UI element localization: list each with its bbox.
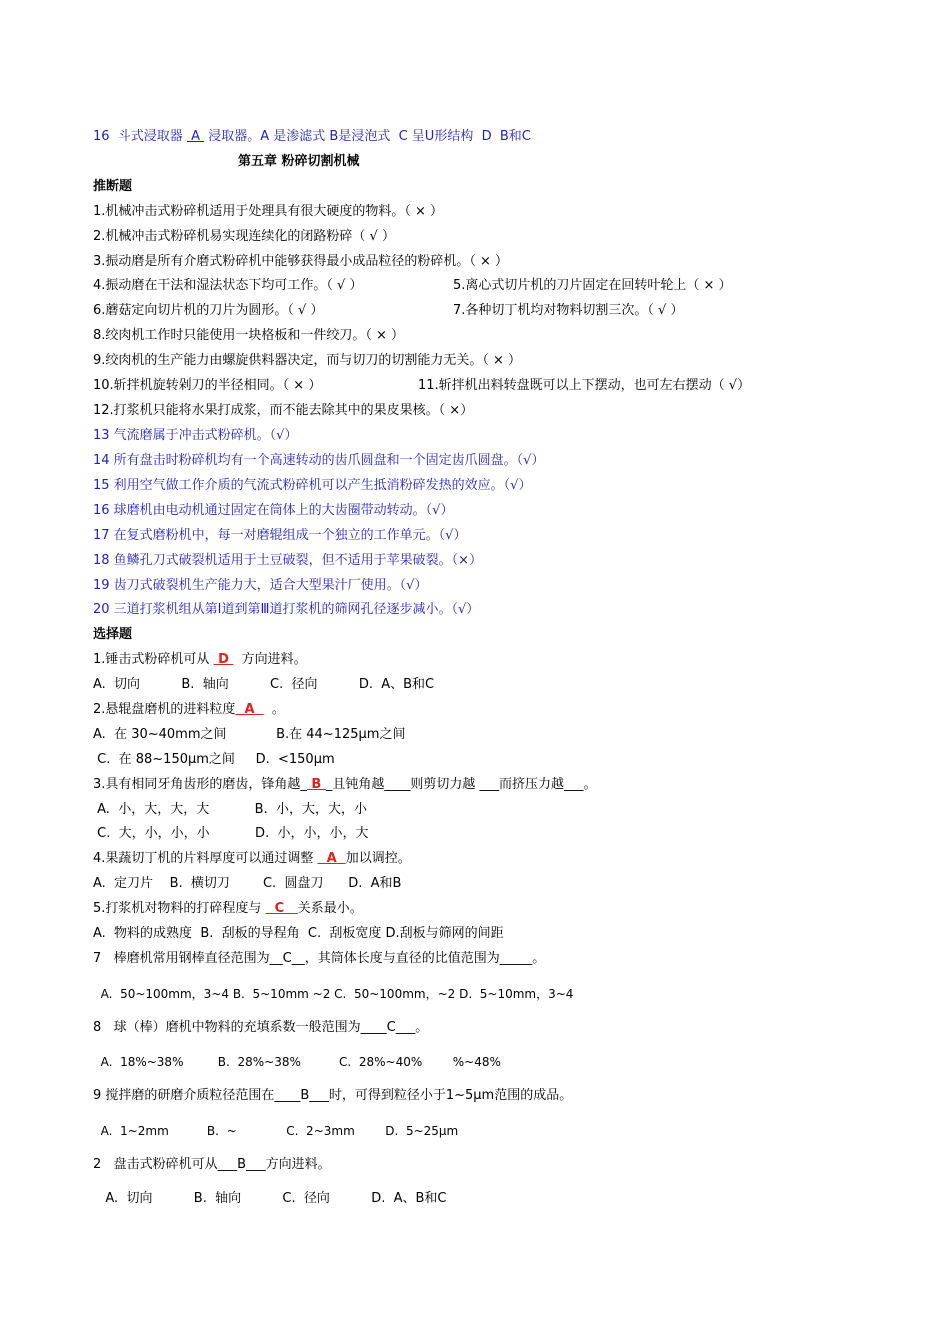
judge-item: 18 鱼鳞孔刀式破裂机适用于土豆破裂，但不适用于苹果破裂。（×） — [93, 553, 483, 568]
choice-options: A. 定刀片 B. 横切刀 C. 圆盘刀 D. A和B — [93, 876, 402, 891]
choice-options: A. 切向 B. 轴向 C. 径向 D. A、B和C — [93, 1191, 447, 1206]
judge-heading: 推断题 — [93, 179, 133, 194]
judge-item: 11.斩拌机出料转盘既可以上下摆动，也可左右摆动（ √） — [418, 378, 751, 393]
prev-question-16: 16 斗式浸取器 A 浸取器。A 是渗滤式 B是浸泡式 C 呈U形结构 D B和C — [93, 129, 531, 144]
judge-item: 20 三道打浆机组从第Ⅰ道到第Ⅲ道打浆机的筛网孔径逐步减小。（√） — [93, 602, 480, 617]
judge-item: 8.绞肉机工作时只能使用一块格板和一件绞刀。（ × ） — [93, 328, 405, 343]
chapter-title: 第五章 粉碎切割机械 — [238, 154, 360, 169]
choice-options: C. 在 88~150μm之间 D. <150μm — [93, 752, 335, 767]
judge-item: 5.离心式切片机的刀片固定在回转叶轮上（ × ） — [453, 278, 732, 293]
judge-item: 19 齿刀式破裂机生产能力大，适合大型果汁厂使用。（√） — [93, 578, 428, 593]
choice-question-1: 1.锤击式粉碎机可从 D 方向进料。 — [93, 652, 307, 667]
choice-options: A. 1~2mm B. ~ C. 2~3mm D. 5~25μm — [93, 1124, 459, 1138]
choice-question-5: 5.打浆机对物料的打碎程度与 C 关系最小。 — [93, 901, 363, 916]
choice-question-7: 7 棒磨机常用钢棒直径范围为__C__，其筒体长度与直径的比值范围为_____。 — [93, 951, 546, 966]
choice-options: A. 小，大，大，大 B. 小，大，大，小 — [93, 802, 367, 817]
choice-options: A. 在 30~40mm之间 B.在 44~125μm之间 — [93, 727, 406, 742]
choice-question-3: 3.具有相同牙角齿形的磨齿，锋角越_ B _且钝角越____则剪切力越 ___而挤压力越___。 — [93, 777, 597, 792]
judge-item: 15 利用空气做工作介质的气流式粉碎机可以产生抵消粉碎发热的效应。（√） — [93, 478, 532, 493]
choice-heading: 选择题 — [93, 627, 133, 642]
judge-item: 4.振动磨在干法和湿法状态下均可工作。（ √ ） — [93, 278, 363, 293]
judge-item: 9.绞肉机的生产能力由螺旋供料器决定，而与切刀的切割能力无关。（ × ） — [93, 353, 522, 368]
judge-item: 2.机械冲击式粉碎机易实现连续化的闭路粉碎（ √ ） — [93, 229, 395, 244]
answer-blank: A — [235, 702, 264, 717]
answer-blank: B — [306, 777, 326, 792]
judge-item: 6.蘑菇定向切片机的刀片为圆形。（ √ ） — [93, 303, 324, 318]
choice-options: A. 18%~38% B. 28%~38% C. 28%~40% %~48% — [93, 1055, 501, 1069]
answer-blank: C — [265, 901, 298, 916]
judge-item: 17 在复式磨粉机中，每一对磨辊组成一个独立的工作单元。（√） — [93, 528, 467, 543]
judge-item: 3.振动磨是所有介磨式粉碎机中能够获得最小成品粒径的粉碎机。（ × ） — [93, 254, 509, 269]
judge-item: 13 气流磨属于冲击式粉碎机。（√） — [93, 428, 298, 443]
answer-blank: A — [186, 129, 205, 144]
choice-question-2: 2.悬辊盘磨机的进料粒度 A 。 — [93, 702, 285, 717]
choice-options: A. 切向 B. 轴向 C. 径向 D. A、B和C — [93, 677, 435, 692]
choice-question-2b: 2 盘击式粉碎机可从___B___方向进料。 — [93, 1157, 331, 1172]
answer-blank: D — [213, 652, 234, 667]
judge-item: 7.各种切丁机均对物料切割三次。（ √ ） — [453, 303, 684, 318]
choice-question-4: 4.果蔬切丁机的片料厚度可以通过调整 A 加以调控。 — [93, 851, 411, 866]
choice-options: C. 大，小，小，小 D. 小，小，小，大 — [93, 826, 369, 841]
choice-options: A. 50~100mm，3~4 B. 5~10mm ~2 C. 50~100mm，~2 D. 5~10mm，3~4 — [93, 987, 574, 1001]
judge-item: 14 所有盘击时粉碎机均有一个高速转动的齿爪圆盘和一个固定齿爪圆盘。（√） — [93, 453, 545, 468]
choice-question-9: 9 搅拌磨的研磨介质粒径范围在____B___时，可得到粒径小于1~5μm范围的成品。 — [93, 1088, 573, 1103]
answer-blank: A — [317, 851, 346, 866]
choice-options: A. 物料的成熟度 B. 刮板的导程角 C. 刮板宽度 D.刮板与筛网的间距 — [93, 926, 504, 941]
judge-item: 12.打浆机只能将水果打成浆，而不能去除其中的果皮果核。（ ×） — [93, 403, 474, 418]
judge-item: 1.机械冲击式粉碎机适用于处理具有很大硬度的物料。（ × ） — [93, 204, 444, 219]
choice-question-8: 8 球（棒）磨机中物料的充填系数一般范围为____C___。 — [93, 1020, 429, 1035]
judge-item: 10.斩拌机旋转剁刀的半径相同。（ × ） — [93, 378, 322, 393]
judge-item: 16 球磨机由电动机通过固定在筒体上的大齿圈带动转动。（√） — [93, 503, 454, 518]
